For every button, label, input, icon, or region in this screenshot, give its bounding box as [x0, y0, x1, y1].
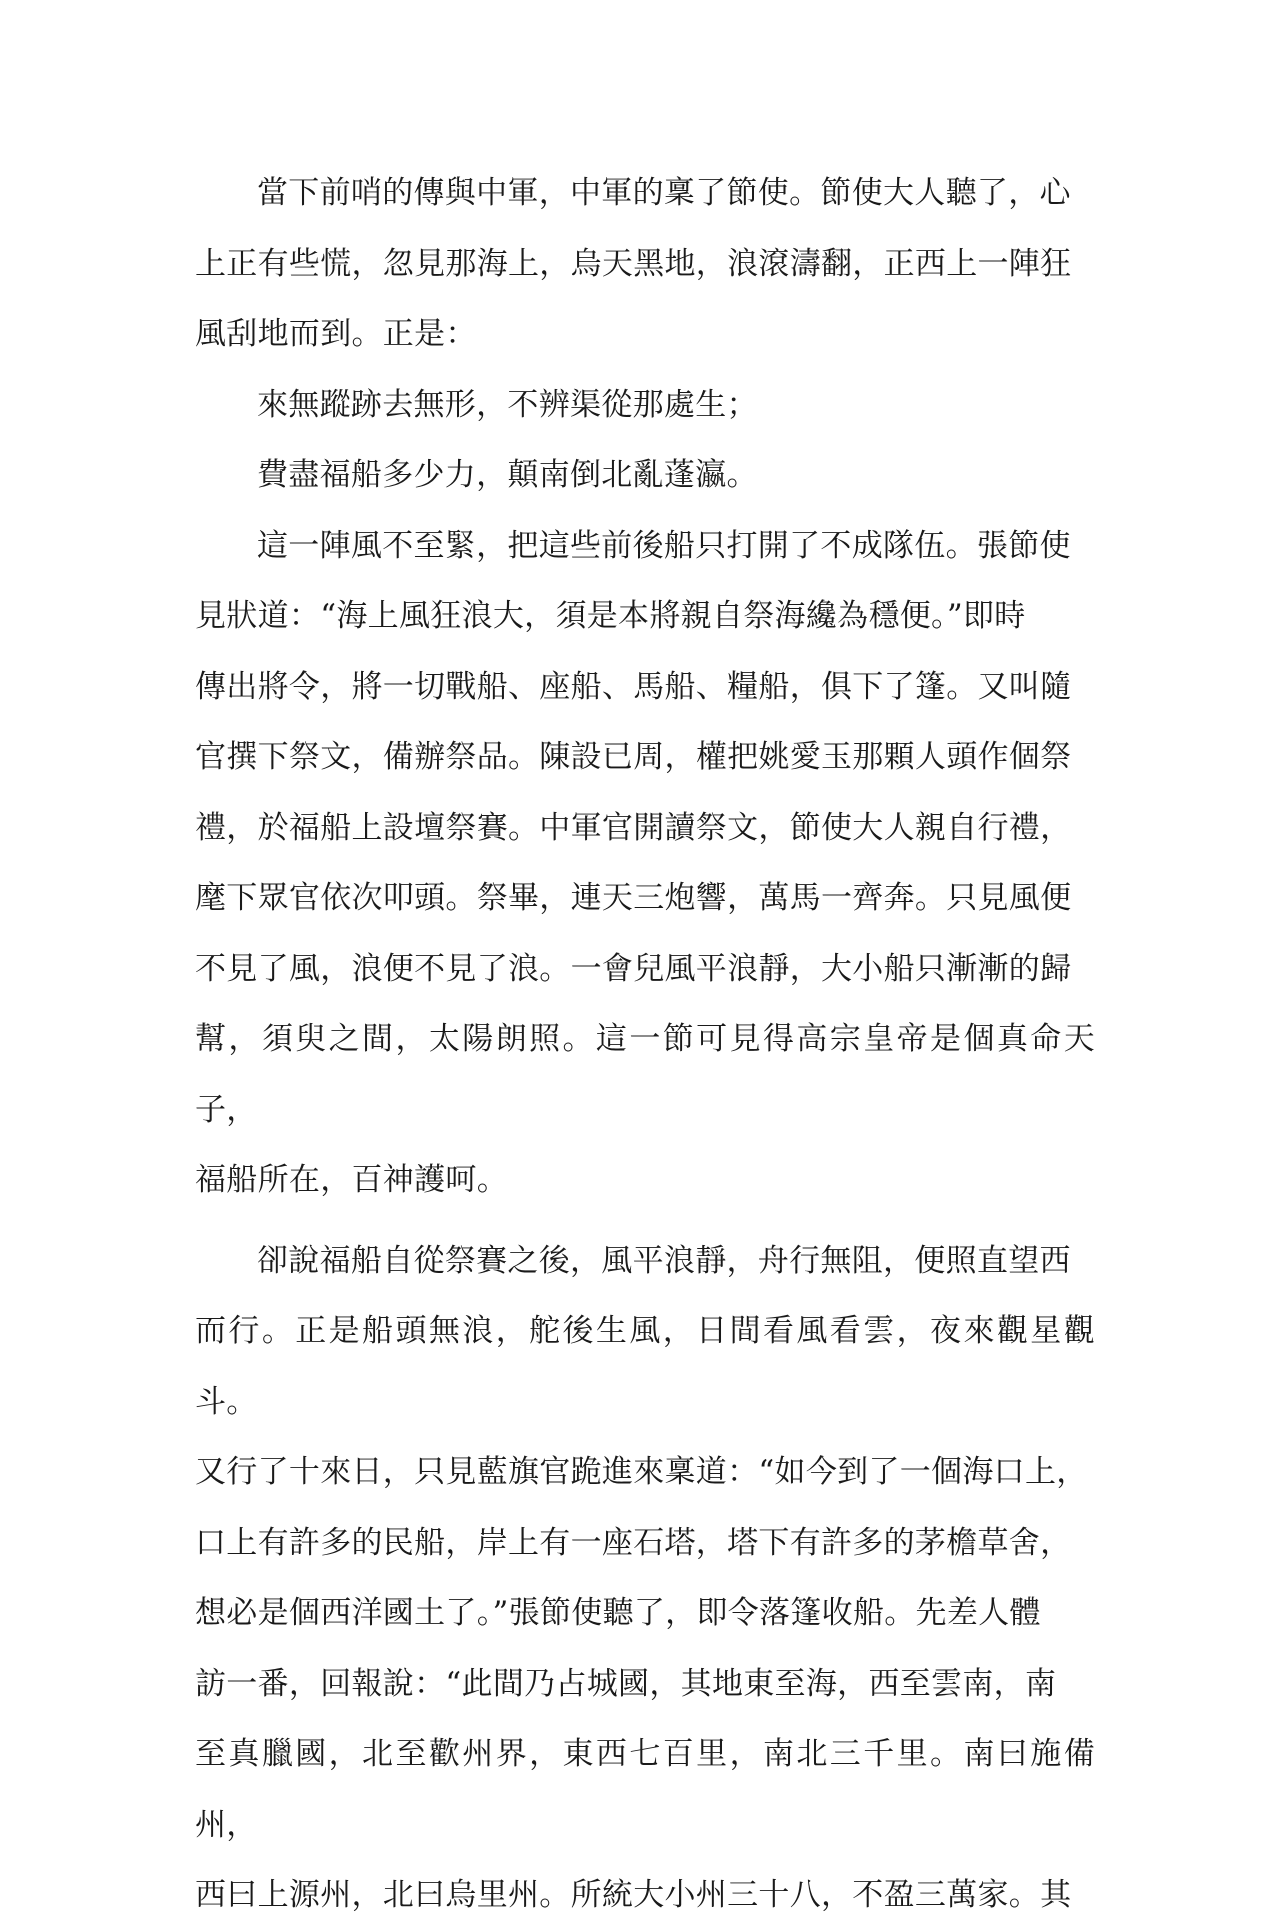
verse-line-1: 來無蹤跡去無形，不辨渠從那處生；: [257, 386, 758, 423]
paragraph-1: 當下前哨的傳與中軍，中軍的稟了節使。節使大人聽了，心 上正有些慌，忽見那海上，烏天黑地，浪滾濤翻，正西上一陣狂 風刮地而到。正是：: [195, 175, 1072, 352]
paragraph-2: 這一陣風不至緊，把這些前後船只打開了不成隊伍。張節使 見狀道：“海上風狂浪大，須是本將親自祭海纔為穩便。”即時 傳出將令，將一切戰船、座船、馬船、糧船，俱下了篷。又叫隨 官撰下祭文，備辦祭品。陳設已周，權把姚愛玉那顆人頭作個祭 禮，於福船上設壇祭賽。中軍官開讀祭文，節使大人親自行禮， 麾下眾官依次叩頭。祭畢，連天三炮響，萬馬一齊奔。只見風便 不見了風，浪便不見了浪。一會兒風平浪靜，大小船只漸漸的歸 幫，須臾之間，太陽朗照。這一節可見得高宗皇帝是個真命天子， 福船所在，百神護呵。: [195, 527, 1095, 1198]
body-text: [195, 158, 1095, 1931]
verse-line-2: 費盡福船多少力，顛南倒北亂蓬瀛。: [257, 457, 758, 493]
paragraph-3: 卻說福船自從祭賽之後，風平浪靜，舟行無阻，便照直望西 而行。正是船頭無浪，舵後生風，日間看風看雲，夜來觀星觀斗。 又行了十來日，只見藍旗官跪進來稟道：“如今到了一個海口上， 口上有許多的民船，岸上有一座石塔，塔下有許多的茅檐草舍， 想必是個西洋國土了。”張節使聽了，即令落篷收船。先差人體 訪一番，回報說：“此間乃占城國，其地東至海，西至雲南，南 至真臘國，北至歡州界，東西七百里，南北三千里。南曰施備州， 西曰上源州，北曰烏里州。所統大小州三十八，不盈三萬家。其: [195, 1242, 1095, 1913]
